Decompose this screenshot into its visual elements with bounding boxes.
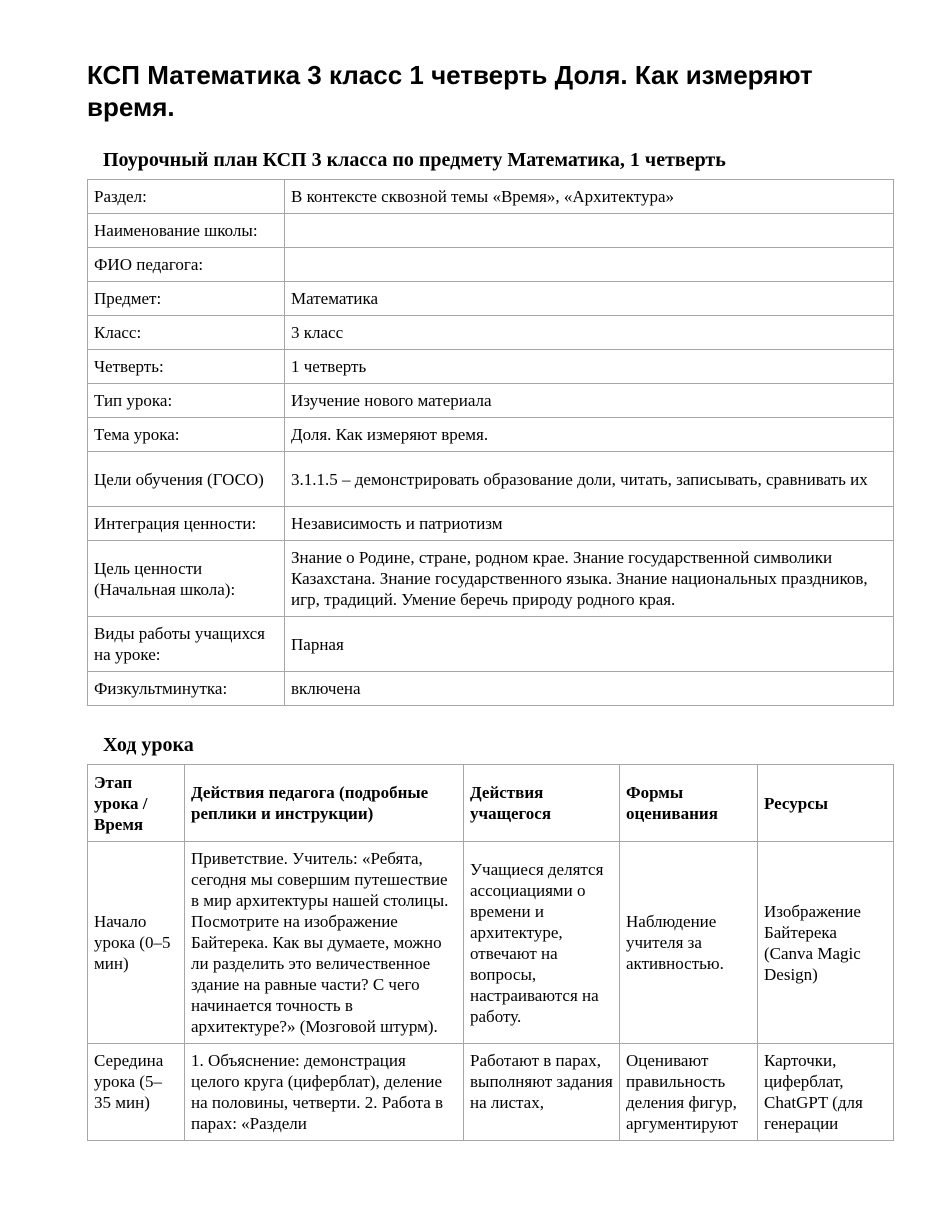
info-row xyxy=(88,541,894,617)
lesson-progress-table xyxy=(87,764,894,1141)
header-stage: Этап урока / Время xyxy=(88,765,185,842)
resources-cell: Изображение Байтерека (Canva Magic Design) xyxy=(758,842,894,1044)
info-label: Раздел: xyxy=(88,180,285,214)
info-row xyxy=(88,180,894,214)
student-actions-cell: Работают в парах, выполняют задания на листах, xyxy=(464,1044,620,1141)
info-label: ФИО педагога: xyxy=(88,248,285,282)
plan-heading: Поурочный план КСП 3 класса по предмету Математика, 1 четверть xyxy=(103,149,726,171)
info-row xyxy=(88,214,894,248)
lesson-table-header-row xyxy=(88,765,894,842)
resources-cell: Карточки, циферблат, ChatGPT (для генерации xyxy=(758,1044,894,1141)
info-label: Цель ценности (Начальная школа): xyxy=(88,541,285,617)
info-value: 3.1.1.5 – демонстрировать образование доли, читать, записывать, сравнивать их xyxy=(285,452,894,507)
stage-cell: Середина урока (5–35 мин) xyxy=(88,1044,185,1141)
table-row xyxy=(88,842,894,1044)
info-value: В контексте сквозной темы «Время», «Архитектура» xyxy=(285,180,894,214)
lesson-heading: Ход урока xyxy=(103,734,194,756)
info-row xyxy=(88,452,894,507)
info-row xyxy=(88,384,894,418)
info-value xyxy=(285,248,894,282)
info-label: Класс: xyxy=(88,316,285,350)
info-label: Цели обучения (ГОСО) xyxy=(88,452,285,507)
info-label: Наименование школы: xyxy=(88,214,285,248)
info-row xyxy=(88,350,894,384)
info-row xyxy=(88,316,894,350)
student-actions-cell: Учащиеся делятся ассоциациями о времени и архитектуре, отвечают на вопросы, настраиваются на работу. xyxy=(464,842,620,1044)
info-row xyxy=(88,617,894,672)
info-label: Тип урока: xyxy=(88,384,285,418)
info-label: Виды работы учащихся на уроке: xyxy=(88,617,285,672)
info-label: Тема урока: xyxy=(88,418,285,452)
info-value: Доля. Как измеряют время. xyxy=(285,418,894,452)
assessment-cell: Наблюдение учителя за активностью. xyxy=(620,842,758,1044)
info-row xyxy=(88,507,894,541)
info-value: Независимость и патриотизм xyxy=(285,507,894,541)
stage-cell: Начало урока (0–5 мин) xyxy=(88,842,185,1044)
info-row xyxy=(88,418,894,452)
lesson-info-table xyxy=(87,179,894,706)
header-resources: Ресурсы xyxy=(758,765,894,842)
table-row xyxy=(88,1044,894,1141)
info-value: Изучение нового материала xyxy=(285,384,894,418)
info-value: 3 класс xyxy=(285,316,894,350)
info-label: Предмет: xyxy=(88,282,285,316)
info-value xyxy=(285,214,894,248)
info-row xyxy=(88,672,894,706)
header-student-actions: Действия учащегося xyxy=(464,765,620,842)
info-value: включена xyxy=(285,672,894,706)
info-value: Знание о Родине, стране, родном крае. Знание государственной символики Казахстана. Знание государственного языка. Знание национальных праздников, игр, традиций. Умение беречь природу родного края. xyxy=(285,541,894,617)
lesson-table-viewport xyxy=(87,764,895,1165)
teacher-actions-cell: 1. Объяснение: демонстрация целого круга (циферблат), деление на половины, четверти. 2. Работа в парах: «Раздели xyxy=(185,1044,464,1141)
document-title: КСП Математика 3 класс 1 четверть Доля. Как измеряют время. xyxy=(87,60,813,122)
info-label: Интеграция ценности: xyxy=(88,507,285,541)
info-label: Физкультминутка: xyxy=(88,672,285,706)
info-row xyxy=(88,282,894,316)
info-label: Четверть: xyxy=(88,350,285,384)
assessment-cell: Оценивают правильность деления фигур, аргументируют xyxy=(620,1044,758,1141)
info-value: Парная xyxy=(285,617,894,672)
info-value: 1 четверть xyxy=(285,350,894,384)
teacher-actions-cell: Приветствие. Учитель: «Ребята, сегодня мы совершим путешествие в мир архитектуры нашей столицы. Посмотрите на изображение Байтерека. Как вы думаете, можно ли разделить это величественное здание на равные части? С чего начинается точность в архитектуре?» (Мозговой штурм). xyxy=(185,842,464,1044)
info-row xyxy=(88,248,894,282)
header-assessment: Формы оценивания xyxy=(620,765,758,842)
header-teacher-actions: Действия педагога (подробные реплики и инструкции) xyxy=(185,765,464,842)
info-value: Математика xyxy=(285,282,894,316)
